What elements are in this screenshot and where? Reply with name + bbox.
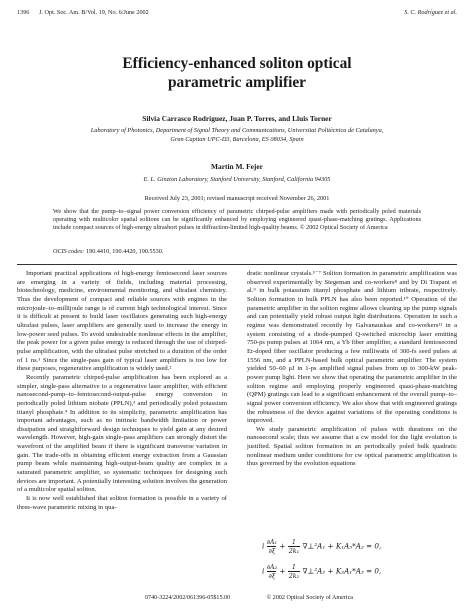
eq-denominator: ∂ξ [268, 572, 276, 580]
eq-fraction [288, 538, 301, 555]
running-authors: S. C. Rodríguez et al. [404, 9, 457, 16]
eq-denominator: 2k₁ [288, 547, 300, 555]
left-column [17, 270, 227, 512]
section-divider [17, 264, 457, 265]
eq-fraction [267, 538, 277, 555]
eq-lhs: i [262, 541, 265, 551]
affiliation-upc [30, 127, 444, 144]
eq-plus: + [279, 566, 288, 576]
eq-numerator: ∂A₂ [266, 563, 278, 571]
body-paragraph: Important practical applications of high-energy femtosecond laser sources are emerging in a variety of fields, including material processing, biotechnology, medicine, environmental monitoring, and ultrafast chemistry. Thus the development of compact and reliable sources with engines in the microjoule–to–millijoule range is of current high technological interest. Since it is difficult at present to build laser oscillators generating such high-energy ultrafast pulses, laser amplifiers are generally used to increase the energy in low-power seed pulses. To avoid undesirable nonlinear effects in the amplifier, the peak power for a given pulse energy is reduced through the use of chirped-pulse amplification, with the ultrafast pulse stretched to a duration of the order of 1 ns.¹ Since the single-pass gain of typical laser amplifiers is too low for these purposes, regenerative amplification is widely used.² [17, 270, 227, 373]
abstract: We show that the pump–to–signal power conversion efficiency of parametric chirped-pulse amplifiers made with periodically poled materials operating with multicolor spatial solitons can be significantly enhanced by employing engineered quasi-phase-matching gratings. Applications include compact sources of high-energy ultrashort pulses in diffraction-limited high-quality beams. © 2002 Optical Society of America [53, 208, 421, 231]
second-author: Martin M. Fejer [211, 162, 263, 171]
body-paragraph: Recently parametric chirped-pulse amplification has been explored as a simpler, single-pass alternative to a regenerative laser amplifier, with efficient nanosecond-pump–to–femtosecond-output-pulse energy conversion in periodically poled lithium niobate (PPLN),³ and periodically poled potassium titanyl phosphate.⁴ In addition to its simplicity, parametric amplification has important advantages, such as no intrinsic bandwidth limitation or power dissipation and straightforward design techniques to yield gain at any desired wavelength. However, high-gain single-pass amplifiers can strongly distort the wavefront of the amplified beam if there is significant transverse variation in gain. The trade-offs in obtaining efficient energy extraction from a Gaussian pump beam while maintaining high-output-beam quality are complex in a saturated parametric amplifier, so systematic techniques for designing such devices are important. A potentially interesting solution involves the generation of a multicolor spatial soliton. [17, 373, 227, 494]
journal-citation: J. Opt. Soc. Am. B/Vol. 19, No. 6/June 2002 [39, 9, 149, 16]
ocis-codes [53, 248, 421, 255]
equation-1 [262, 538, 381, 555]
eq-numerator: ∂A₁ [266, 538, 278, 546]
body-paragraph: dratic nonlinear crystals.⁵⁻⁷ Soliton formation in parametric amplification was observed experimentally by Stegeman and co-workers⁸ and by Di Trapani et al.⁹ in bulk potassium titanyl phosphate and lithium tribrate, respectively. Soliton formation in bulk PPLN has also been reported.¹⁰ Operation of the parametric amplifier in the soliton regime allows cleaning up the pump signals and can potentially yield robust output light distributions. Operation in such a regime was demonstrated recently by Galvanauskas and co-workers¹¹ in a system consisting of a diode-pumped Q-switched microchip laser emitting 750-ps pump pulses at 1064 nm, a Yb fiber amplifier, a standard femtosecond Er-doped fiber oscillator producing a few milliwatts of 300-fs seed pulses at 1556 nm, and a PPLN-based bulk optical parametric amplifier. The system yielded 50–60 μJ in 1-ps amplified signal pulses from up to 300-kW peak-power pump light. Here we show that operating the parametric amplifier in the soliton regime and employing properly engineered quasi-phase-matching (QPM) gratings can lead to a significant enhancement of the overall pump–to–signal power conversion efficiency. We also show that with engineered gratings the robustness of the device against variations of the operating conditions is improved. [247, 270, 457, 425]
affiliation-line-2: Gran Capitan UPC-D3, Barcelona, ES 08034, Spain [170, 135, 304, 143]
eq-denominator: 2k₂ [288, 572, 300, 580]
eq-terms: ∇⊥²A₁ + K₁A₃*A₂ = 0, [302, 541, 382, 551]
ocis-label: OCIS codes: [53, 248, 85, 255]
affiliation-line-1: Laboratory of Photonics, Department of Signal Theory and Communications, Universitat Politècnica de Catalunya, [90, 127, 384, 134]
page-footer [17, 595, 457, 601]
eq-terms: ∇⊥²A₂ + K₂A₁*A₃ = 0, [302, 566, 382, 576]
received-dates: Received July 23, 2001; revised manuscript received November 26, 2001 [144, 195, 330, 202]
page-number: 1396 [17, 9, 30, 16]
author-list: Silvia Carrasco Rodríguez, Juan P. Torres, and Lluis Torner [142, 114, 332, 123]
article-code: 0740-3224/2002/061396-05$15.00 [145, 595, 231, 601]
eq-denominator: ∂ξ [268, 547, 276, 555]
copyright-notice: © 2002 Optical Society of America [266, 595, 353, 601]
title-line-2: parametric amplifier [167, 74, 307, 91]
equation-2 [262, 563, 381, 580]
right-column [247, 270, 457, 469]
eq-fraction [288, 563, 301, 580]
affiliation-stanford: E. L. Ginzton Laboratory, Stanford University, Stanford, California 94305 [143, 176, 331, 183]
body-paragraph: We study parametric amplification of pulses with durations on the nanosecond scale; thus we assume that a cw model for the light evolution is justified. Spatial soliton formation in an periodically poled bulk quadratic nonlinear medium under conditions for cw optical parametric amplification is thus governed by the evolution equations [247, 425, 457, 468]
ocis-values: 190.4410, 190.4420, 190.5530. [86, 248, 164, 255]
eq-numerator: 1 [291, 563, 296, 571]
eq-numerator: 1 [291, 538, 296, 546]
title-line-1: Efficiency-enhanced soliton optical [122, 55, 352, 72]
eq-plus: + [279, 541, 288, 551]
eq-fraction [267, 563, 277, 580]
paper-title [40, 54, 434, 92]
eq-lhs: i [262, 566, 265, 576]
running-header [17, 9, 457, 19]
body-paragraph: It is now well established that soliton formation is possible in a variety of three-wave parametric mixing in qua- [17, 495, 227, 511]
